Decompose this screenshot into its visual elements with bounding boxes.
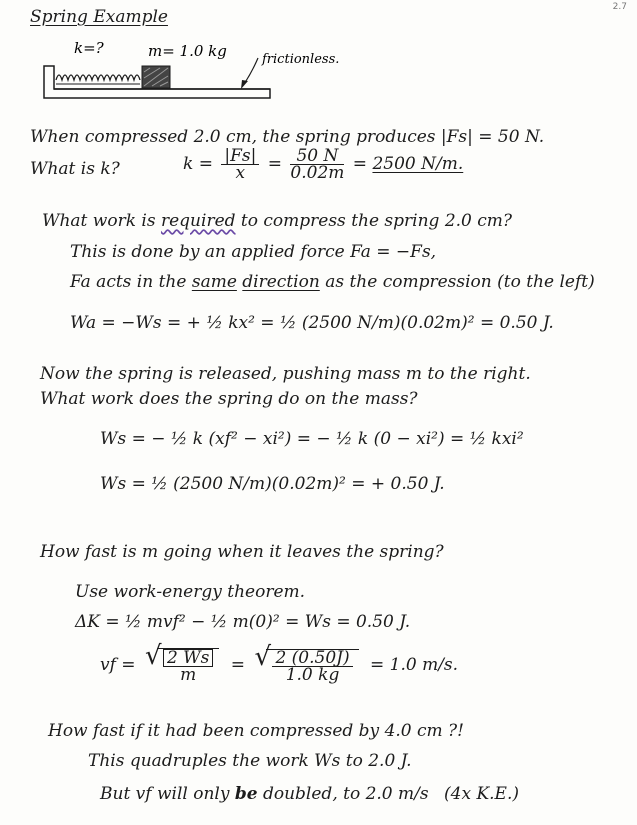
k-label: k=? [74,39,104,57]
denominator: 1.0 kg [285,664,340,685]
page-title: Spring Example [30,7,168,27]
line-direction [70,273,595,291]
question-released: Now the spring is released, pushing mass m to the right. [40,364,531,384]
doubled-part: But vf will only [100,784,230,804]
spring-diagram [30,36,350,116]
line-ws-general: Ws = − ½ k (xf² − xi²) = − ½ k (0 − xi²) = ½ kxi² [100,429,524,449]
same-word: same [191,272,237,292]
vf-label: vf = [100,655,136,675]
required-word: required [160,211,236,231]
denominator: x [235,163,246,183]
line-theorem: Use work-energy theorem. [75,582,306,602]
arrow-head [241,80,248,89]
numerator: √ 2 (0.50J) [272,650,352,667]
question-k: What is k? [30,159,120,179]
frictionless-label: frictionless. [262,52,340,67]
line-quadruples: This quadruples the work Ws to 2.0 J. [88,751,412,771]
line-applied-force: This is done by an applied force Fa = −Fs, [70,242,437,262]
fraction-values [290,148,344,181]
mass-label: m= 1.0 kg [148,42,227,60]
q-part: to compress the spring 2.0 cm? [240,211,513,231]
sqrt-1 [157,648,219,683]
fraction-values [272,647,352,685]
q-part: What work is [42,211,156,231]
sqrt-2 [266,649,358,683]
be-word: be [234,784,258,804]
frictionless-arrow [244,58,258,84]
dir-part: Fa acts in the [70,272,187,292]
line-vf [100,648,458,683]
numerator: 50 N [290,148,344,165]
vf-result: = 1.0 m/s. [370,655,459,675]
line-ws-value: Ws = ½ (2500 N/m)(0.02m)² = + 0.50 J. [100,474,445,494]
line-wa: Wa = −Ws = + ½ kx² = ½ (2500 N/m)(0.02m)² = 0.50 J. [70,313,554,333]
dir-part: as the compression (to the left) [325,272,595,292]
direction-word: direction [242,272,320,292]
k-equation [183,148,463,181]
line-delta-k: ΔK = ½ mvf² − ½ m(0)² = Ws = 0.50 J. [75,612,411,632]
doubled-part: doubled, to 2.0 m/s [262,784,429,804]
denominator: 0.02m [290,163,345,183]
page-number: 2.7 [612,2,627,12]
question-spring-work: What work does the spring do on the mass? [40,389,418,409]
denominator: m [180,665,197,685]
spring-coils [56,75,140,80]
vf-eq: = [230,655,246,675]
line-compressed: When compressed 2.0 cm, the spring produces |Fs| = 50 N. [30,127,545,147]
fraction-fs-x [221,148,259,181]
numerator: √ 2 Ws [163,649,213,667]
question-speed: How fast is m going when it leaves the spring? [40,542,444,562]
numerator: |Fs| [221,148,259,165]
eq-part: k = [183,154,213,174]
fraction-2ws-m [163,649,213,683]
eq-part: = [352,154,368,174]
question-work [42,212,512,230]
ke-note: (4x K.E.) [444,784,520,804]
question-4cm: How fast if it had been compressed by 4.0 cm ?! [48,721,464,741]
line-doubled [100,785,519,803]
k-result: 2500 N/m. [372,154,464,174]
eq-part: = [267,154,282,174]
